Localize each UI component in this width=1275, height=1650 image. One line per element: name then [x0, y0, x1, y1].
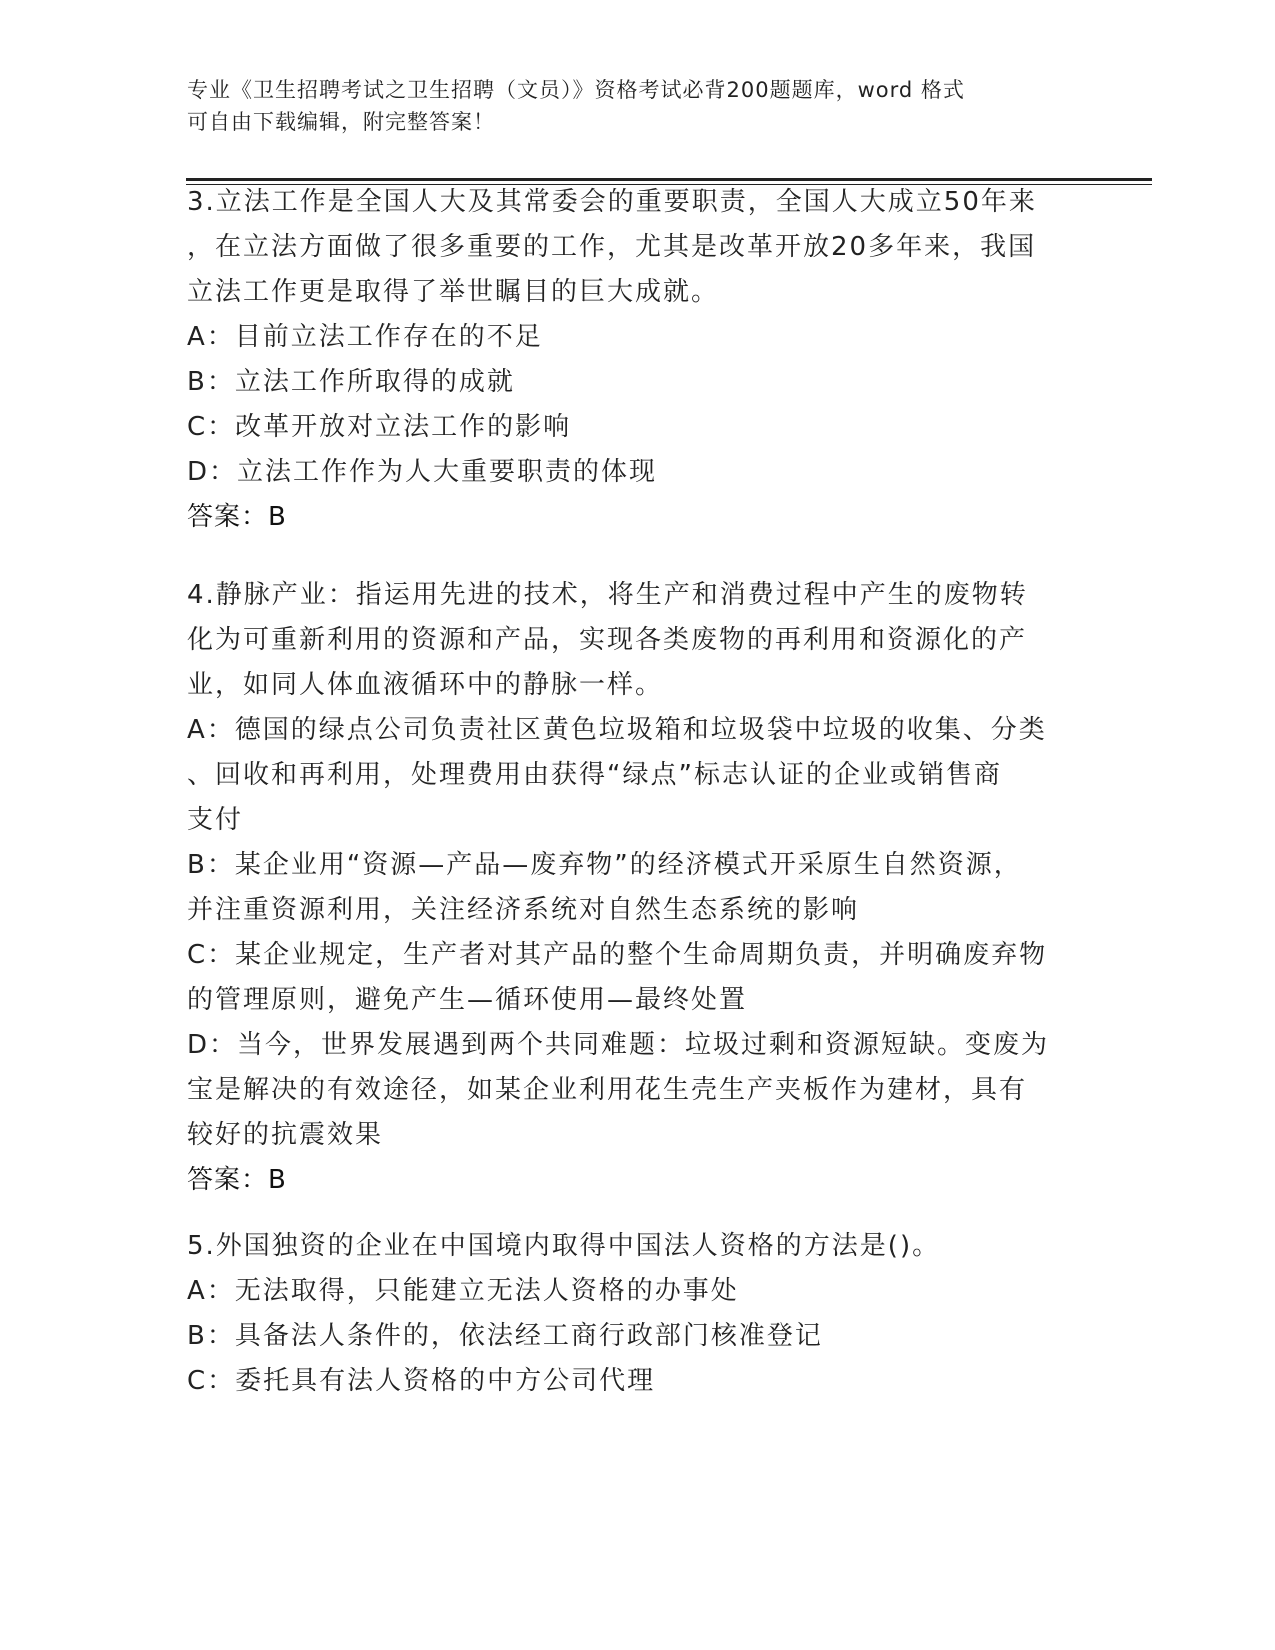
option-a: A：德国的绿点公司负责社区黄色垃圾箱和垃圾袋中垃圾的收集、分类	[187, 715, 1047, 745]
question-text-line: 4.静脉产业：指运用先进的技术，将生产和消费过程中产生的废物转	[187, 580, 1028, 610]
option-b: B：某企业用“资源—产品—废弃物”的经济模式开采原生自然资源，	[187, 850, 1022, 880]
question-block	[187, 573, 1087, 1203]
header-line: 可自由下载编辑，附完整答案！	[187, 110, 495, 134]
question-text-line: 业，如同人体血液循环中的静脉一样。	[187, 670, 664, 700]
option-a: 支付	[187, 805, 244, 835]
option-d: D：立法工作作为人大重要职责的体现	[187, 457, 658, 487]
option-a: A：目前立法工作存在的不足	[187, 322, 543, 352]
question-text-line: 5.外国独资的企业在中国境内取得中国法人资格的方法是()。	[187, 1231, 941, 1261]
option-b: B：立法工作所取得的成就	[187, 367, 515, 397]
question-text-line: 3.立法工作是全国人大及其常委会的重要职责，全国人大成立50年来	[187, 187, 1037, 217]
option-a: A：无法取得，只能建立无法人资格的办事处	[187, 1276, 739, 1306]
header-line: 专业《卫生招聘考试之卫生招聘（文员）》资格考试必背200题题库，word 格式	[187, 78, 965, 102]
option-c: 的管理原则，避免产生—循环使用—最终处置	[187, 985, 748, 1015]
question-block	[187, 180, 1087, 540]
question-block	[187, 1224, 1087, 1404]
option-a: 、回收和再利用，处理费用由获得“绿点”标志认证的企业或销售商	[187, 760, 1002, 790]
option-c: C：某企业规定，生产者对其产品的整个生命周期负责，并明确废弃物	[187, 940, 1048, 970]
question-text-line: ，在立法方面做了很多重要的工作，尤其是改革开放20多年来，我国	[187, 232, 1037, 262]
document-header	[187, 74, 1067, 138]
option-b: 并注重资源利用，关注经济系统对自然生态系统的影响	[187, 895, 860, 925]
option-b: B：具备法人条件的，依法经工商行政部门核准登记	[187, 1321, 823, 1351]
answer-label: 答案：B	[187, 502, 287, 532]
option-c: C：改革开放对立法工作的影响	[187, 412, 572, 442]
option-d: 宝是解决的有效途径，如某企业利用花生壳生产夹板作为建材，具有	[187, 1075, 1028, 1105]
option-d: 较好的抗震效果	[187, 1120, 384, 1150]
question-text-line: 化为可重新利用的资源和产品，实现各类废物的再利用和资源化的产	[187, 625, 1028, 655]
option-d: D：当今，世界发展遇到两个共同难题：垃圾过剩和资源短缺。变废为	[187, 1030, 1050, 1060]
option-c: C：委托具有法人资格的中方公司代理	[187, 1366, 656, 1396]
question-text-line: 立法工作更是取得了举世瞩目的巨大成就。	[187, 277, 720, 307]
answer-label: 答案：B	[187, 1165, 287, 1195]
